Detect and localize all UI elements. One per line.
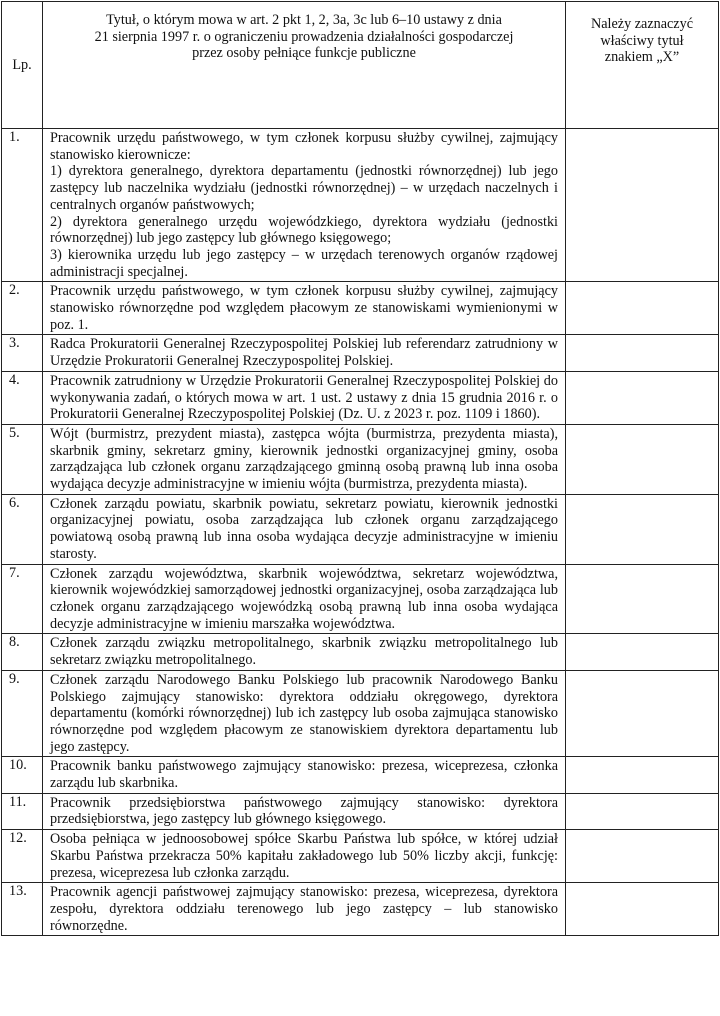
table-row — [2, 883, 719, 936]
row-number: 9. — [2, 670, 43, 757]
header-title-line: przez osoby pełniące funkcje publiczne — [192, 45, 416, 62]
row-number: 5. — [2, 424, 43, 494]
header-mark-line: Należy zaznaczyć — [591, 16, 693, 32]
mark-cell[interactable] — [566, 494, 719, 564]
row-title: Pracownik agencji państwowej zajmujący stanowisko: prezesa, wiceprezesa, dyrektora zespołu, dyrektora oddziału terenowego lub jego zastępcy – lub stanowisko równorzędne. — [43, 883, 566, 936]
mark-cell[interactable] — [566, 830, 719, 883]
row-title: Pracownik banku państwowego zajmujący stanowisko: prezesa, wiceprezesa, członka zarządu lub skarbnika. — [43, 757, 566, 793]
table-row — [2, 424, 719, 494]
mark-cell[interactable] — [566, 282, 719, 335]
row-title: Członek zarządu powiatu, skarbnik powiatu, sekretarz powiatu, kierownik jednostki organizacyjnej powiatu, osoba zarządzająca lub członek organu zarządzającego powiatową osobą prawną lub inna osoba wydająca decyzje administracyjne w imieniu starosty. — [43, 494, 566, 564]
row-number: 13. — [2, 883, 43, 936]
header-mark — [566, 2, 719, 129]
header-title — [43, 2, 566, 129]
header-lp: Lp. — [2, 2, 43, 129]
row-title: Wójt (burmistrz, prezydent miasta), zastępca wójta (burmistrza, prezydenta miasta), skarbnik gminy, sekretarz gminy, kierownik jednostki organizacyjnej gminy, osoba zarządzająca lub członek organu zarządzającego gminną osobą prawną lub inna osoba wydająca decyzje administracyjne w imieniu wójta (burmistrza, prezydenta miasta). — [43, 424, 566, 494]
row-title: Radca Prokuratorii Generalnej Rzeczypospolitej Polskiej lub referendarz zatrudniony w Urzędzie Prokuratorii Generalnej Rzeczypospolitej Polskiej. — [43, 335, 566, 371]
row-number: 2. — [2, 282, 43, 335]
row-number: 4. — [2, 371, 43, 424]
row-title: Osoba pełniąca w jednoosobowej spółce Skarbu Państwa lub spółce, w której udział Skarbu Państwa przekracza 50% kapitału zakładowego lub 50% liczby akcji, funkcję: prezesa, wiceprezesa lub członka zarządu. — [43, 830, 566, 883]
header-mark-line: właściwy tytuł — [600, 32, 684, 49]
table-row — [2, 564, 719, 634]
mark-cell[interactable] — [566, 883, 719, 936]
mark-cell[interactable] — [566, 371, 719, 424]
row-title: Pracownik przedsiębiorstwa państwowego zajmujący stanowisko: dyrektora przedsiębiorstwa, jego zastępcy lub głównego księgowego. — [43, 793, 566, 829]
header-mark-line: znakiem „X” — [604, 49, 680, 66]
row-title: Pracownik urzędu państwowego, w tym członek korpusu służby cywilnej, zajmujący stanowisko równorzędne pod względem płacowym ze stanowiskami wymienionymi w poz. 1. — [43, 282, 566, 335]
mark-cell[interactable] — [566, 670, 719, 757]
row-title: Członek zarządu związku metropolitalnego, skarbnik związku metropolitalnego lub sekretarz związku metropolitalnego. — [43, 634, 566, 670]
row-number: 3. — [2, 335, 43, 371]
mark-cell[interactable] — [566, 335, 719, 371]
row-title: Członek zarządu Narodowego Banku Polskiego lub pracownik Narodowego Banku Polskiego zajmujący stanowisko: dyrektora oddziału okręgowego, dyrektora departamentu (komórki równorzędnej) lub ich zastępcy lub osoba zajmująca stanowisko równorzędne pod względem płacowym ze stanowiskiem dyrektora departamentu lub jego zastępcy. — [43, 670, 566, 757]
mark-cell[interactable] — [566, 757, 719, 793]
table-row — [2, 282, 719, 335]
table-row — [2, 335, 719, 371]
row-title: Pracownik zatrudniony w Urzędzie Prokuratorii Generalnej Rzeczypospolitej Polskiej do wykonywania zadań, o których mowa w art. 1 ust. 2 ustawy z dnia 15 grudnia 2016 r. o Prokuratorii Generalnej Rzeczypospolitej Polskiej (Dz. U. z 2023 r. poz. 1109 i 1860). — [43, 371, 566, 424]
titles-table — [1, 1, 719, 936]
table-row — [2, 757, 719, 793]
row-number: 8. — [2, 634, 43, 670]
mark-cell[interactable] — [566, 793, 719, 829]
table-row — [2, 494, 719, 564]
row-number: 12. — [2, 830, 43, 883]
row-number: 7. — [2, 564, 43, 634]
table-row — [2, 129, 719, 282]
row-number: 6. — [2, 494, 43, 564]
row-title: Pracownik urzędu państwowego, w tym członek korpusu służby cywilnej, zajmujący stanowisko kierownicze: 1) dyrektora generalnego, dyrektora departamentu (jednostki równorzędnej) lub jego zastępcy lub naczelnika wydziału (jednostki równorzędnej) – w urzędach naczelnych i centralnych organów państwowych; 2) dyrektora generalnego urzędu wojewódzkiego, dyrektora wydziału (jednostki równorzędnej) lub jego zastępcy lub głównego księgowego; 3) kierownika urzędu lub jego zastępcy – w urzędach terenowych organów rządowej administracji specjalnej. — [43, 129, 566, 282]
table-row — [2, 670, 719, 757]
table-row — [2, 830, 719, 883]
mark-cell[interactable] — [566, 564, 719, 634]
row-number: 10. — [2, 757, 43, 793]
row-number: 11. — [2, 793, 43, 829]
table-row — [2, 793, 719, 829]
row-title: Członek zarządu województwa, skarbnik województwa, sekretarz województwa, kierownik wojewódzkiej samorządowej jednostki organizacyjnej, osoba zarządzająca lub członek organu zarządzającego wojewódzką osobą prawną lub inna osoba wydająca decyzje administracyjne w imieniu marszałka województwa. — [43, 564, 566, 634]
header-title-line: Tytuł, o którym mowa w art. 2 pkt 1, 2, 3a, 3c lub 6–10 ustawy z dnia — [106, 12, 502, 28]
row-number: 1. — [2, 129, 43, 282]
header-title-line: 21 sierpnia 1997 r. o ograniczeniu prowadzenia działalności gospodarczej — [94, 28, 514, 45]
mark-cell[interactable] — [566, 424, 719, 494]
header-row — [2, 2, 719, 129]
mark-cell[interactable] — [566, 634, 719, 670]
table-row — [2, 371, 719, 424]
table-row — [2, 634, 719, 670]
mark-cell[interactable] — [566, 129, 719, 282]
